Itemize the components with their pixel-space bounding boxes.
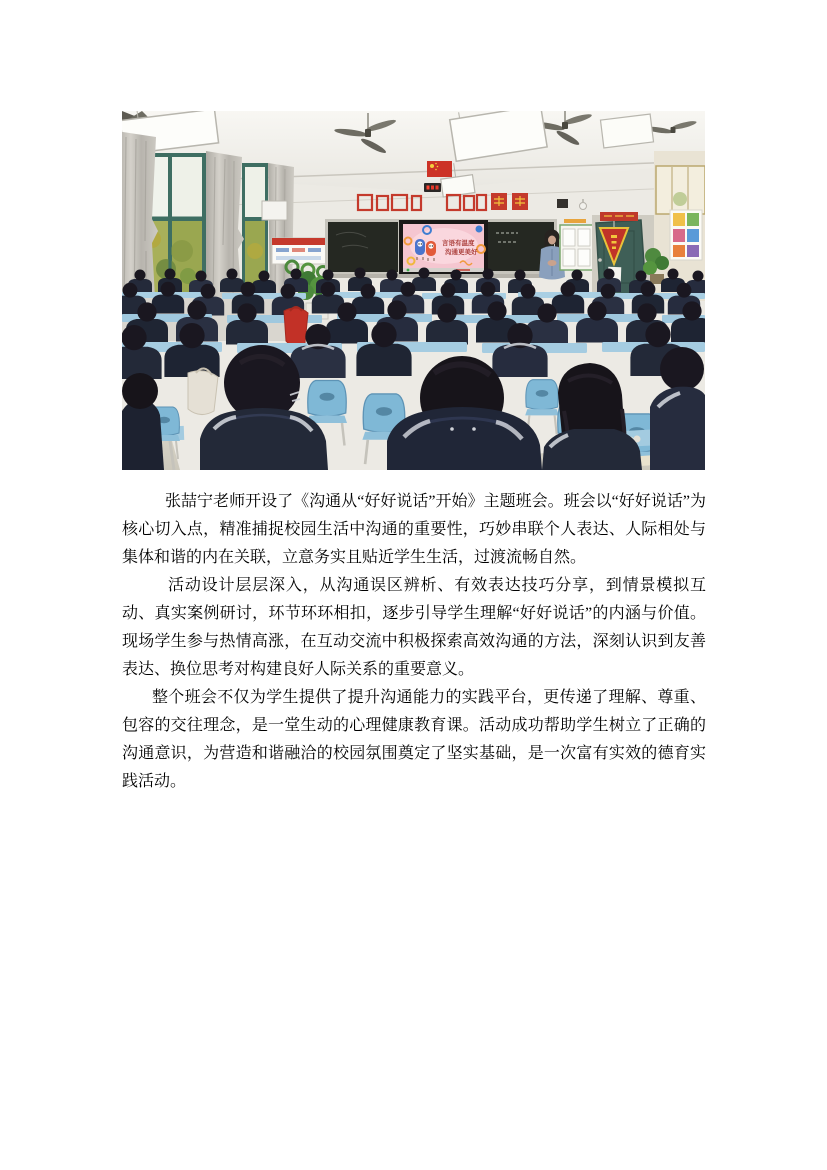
national-flag [427,161,452,177]
tote-bag [188,368,218,414]
document-body [122,488,706,796]
students-row [122,282,700,316]
body-paragraph: 张喆宁老师开设了《沟通从“好好说话”开始》主题班会。班会以“好好说话”为核心切入点，精准捕捉校园生活中沟通的重要性，巧妙串联个人表达、人际相处与集体和谐的内在关联，立意务实且贴近学生生活，过渡流畅自然。 [122,493,706,566]
honor-roll-poster [272,238,327,264]
slide-title-line2: 沟通更美好 [445,249,478,256]
led-clock [424,183,441,192]
wall-speaker [557,199,568,208]
light-panel [600,114,653,148]
body-paragraph: 整个班会不仅为学生提供了提升沟通能力的实践平台，更传递了理解、尊重、包容的交往理念，是一堂生动的心理健康教育课。活动成功帮助学生树立了正确的沟通意识，为营造和谐融洽的校园氛围奠定了坚实基础，是一次富有实效的德育实践活动。 [122,689,706,790]
slide-title-line1: 言语有温度 [442,240,475,247]
red-bag [284,307,308,346]
body-paragraph: 活动设计层层深入，从沟通误区辨析、有效表达技巧分享，到情景模拟互动、真实案例研讨，环节环环相扣，逐步引导学生理解“好好说话”的内涵与价值。现场学生参与热情高涨，在互动交流中积极探索高效沟通的方法，深刻认识到友善表达、换位思考对构建良好人际关系的重要意义。 [122,577,706,678]
classroom-photo-figure [122,111,705,470]
artwork-poster [670,210,702,260]
blackboard-left [328,222,398,272]
wall-chart [560,219,593,270]
smartboard [399,220,488,274]
classroom-photo [122,111,705,470]
wall-switch-box [262,201,287,220]
hallway-window [656,166,705,214]
